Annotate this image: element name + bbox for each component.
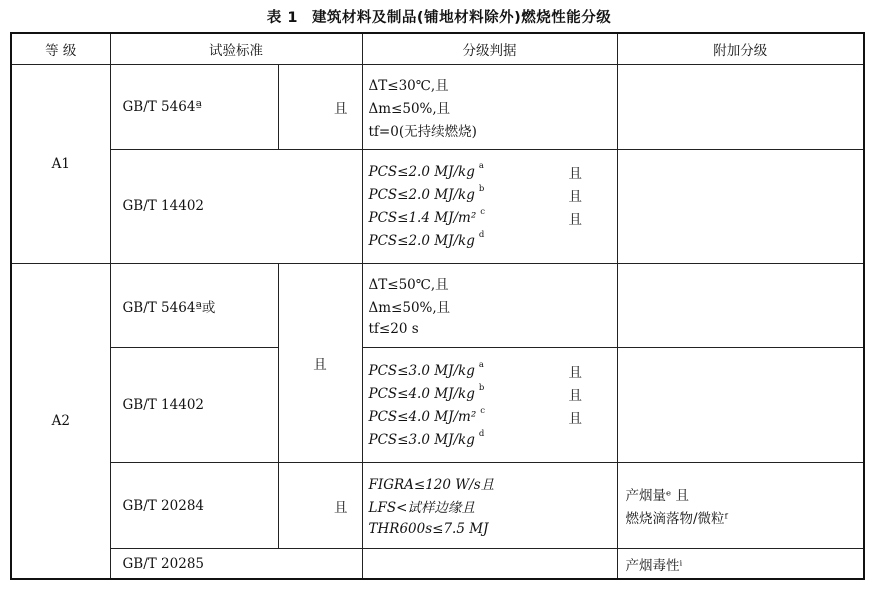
std-a2-gb5464: GB/T 5464ª或 bbox=[110, 264, 278, 348]
header-criteria: 分级判据 bbox=[362, 33, 617, 65]
and-a2-merged: 且 bbox=[278, 264, 362, 463]
additional-a1-gb5464 bbox=[617, 65, 864, 149]
table-row bbox=[11, 549, 864, 579]
additional-a2-gb20285: 产烟毒性ⁱ bbox=[617, 549, 864, 579]
table-row bbox=[11, 65, 864, 149]
table-row bbox=[11, 264, 864, 348]
table-caption: 建筑材料及制品(铺地材料除外)燃烧性能分级 bbox=[311, 10, 612, 26]
std-a2-gb14402: GB/T 14402 bbox=[110, 348, 278, 463]
table-row bbox=[11, 348, 864, 463]
std-a1-gb5464: GB/T 5464ª bbox=[110, 65, 278, 149]
classification-table bbox=[10, 32, 865, 580]
header-grade: 等 级 bbox=[11, 33, 110, 65]
table-title bbox=[0, 6, 878, 27]
header-additional: 附加分级 bbox=[617, 33, 864, 65]
criteria-line: ΔT≤30℃,且 bbox=[368, 77, 449, 94]
and-a2-gb20284: 且 bbox=[278, 462, 362, 548]
grade-a1: A1 bbox=[11, 65, 110, 264]
table-row bbox=[11, 462, 864, 548]
criteria-line: Δm≤50%,且 bbox=[368, 100, 451, 117]
std-a2-gb20285: GB/T 20285 bbox=[110, 549, 362, 579]
additional-a2-gb14402 bbox=[617, 348, 864, 463]
header-standard: 试验标准 bbox=[110, 33, 362, 65]
std-a1-gb14402: GB/T 14402 bbox=[110, 149, 362, 264]
criteria-a2-gb20284: FIGRA≤120 W/s且 LFS<试样边缘且 THR600s≤7.5 MJ bbox=[362, 462, 617, 548]
grade-a2: A2 bbox=[11, 264, 110, 579]
criteria-a1-gb5464 bbox=[362, 65, 617, 149]
header-row bbox=[11, 33, 864, 65]
and-a1-gb5464: 且 bbox=[278, 65, 362, 149]
table-row bbox=[11, 149, 864, 264]
std-a2-gb20284: GB/T 20284 bbox=[110, 462, 278, 548]
table-number: 表 1 bbox=[266, 10, 298, 26]
criteria-a2-gb14402: PCS≤3.0 MJ/kg a 且 PCS≤4.0 MJ/kg b 且 PCS≤4.0 MJ/m² c 且 PCS≤3.0 MJ/kg d bbox=[362, 348, 617, 463]
criteria-a2-gb20285 bbox=[362, 549, 617, 579]
criteria-a2-gb5464: ΔT≤50℃,且 Δm≤50%,且 tf≤20 s bbox=[362, 264, 617, 348]
additional-a2-gb20284: 产烟量ᵉ 且 燃烧滴落物/微粒ᶠ bbox=[617, 462, 864, 548]
criteria-line: tf=0(无持续燃烧) bbox=[368, 123, 477, 140]
additional-a2-gb5464 bbox=[617, 264, 864, 348]
criteria-a1-gb14402: PCS≤2.0 MJ/kg a 且 PCS≤2.0 MJ/kg b 且 PCS≤1.4 MJ/m² c 且 PCS≤2.0 MJ/kg d bbox=[362, 149, 617, 264]
additional-a1-gb14402 bbox=[617, 149, 864, 264]
